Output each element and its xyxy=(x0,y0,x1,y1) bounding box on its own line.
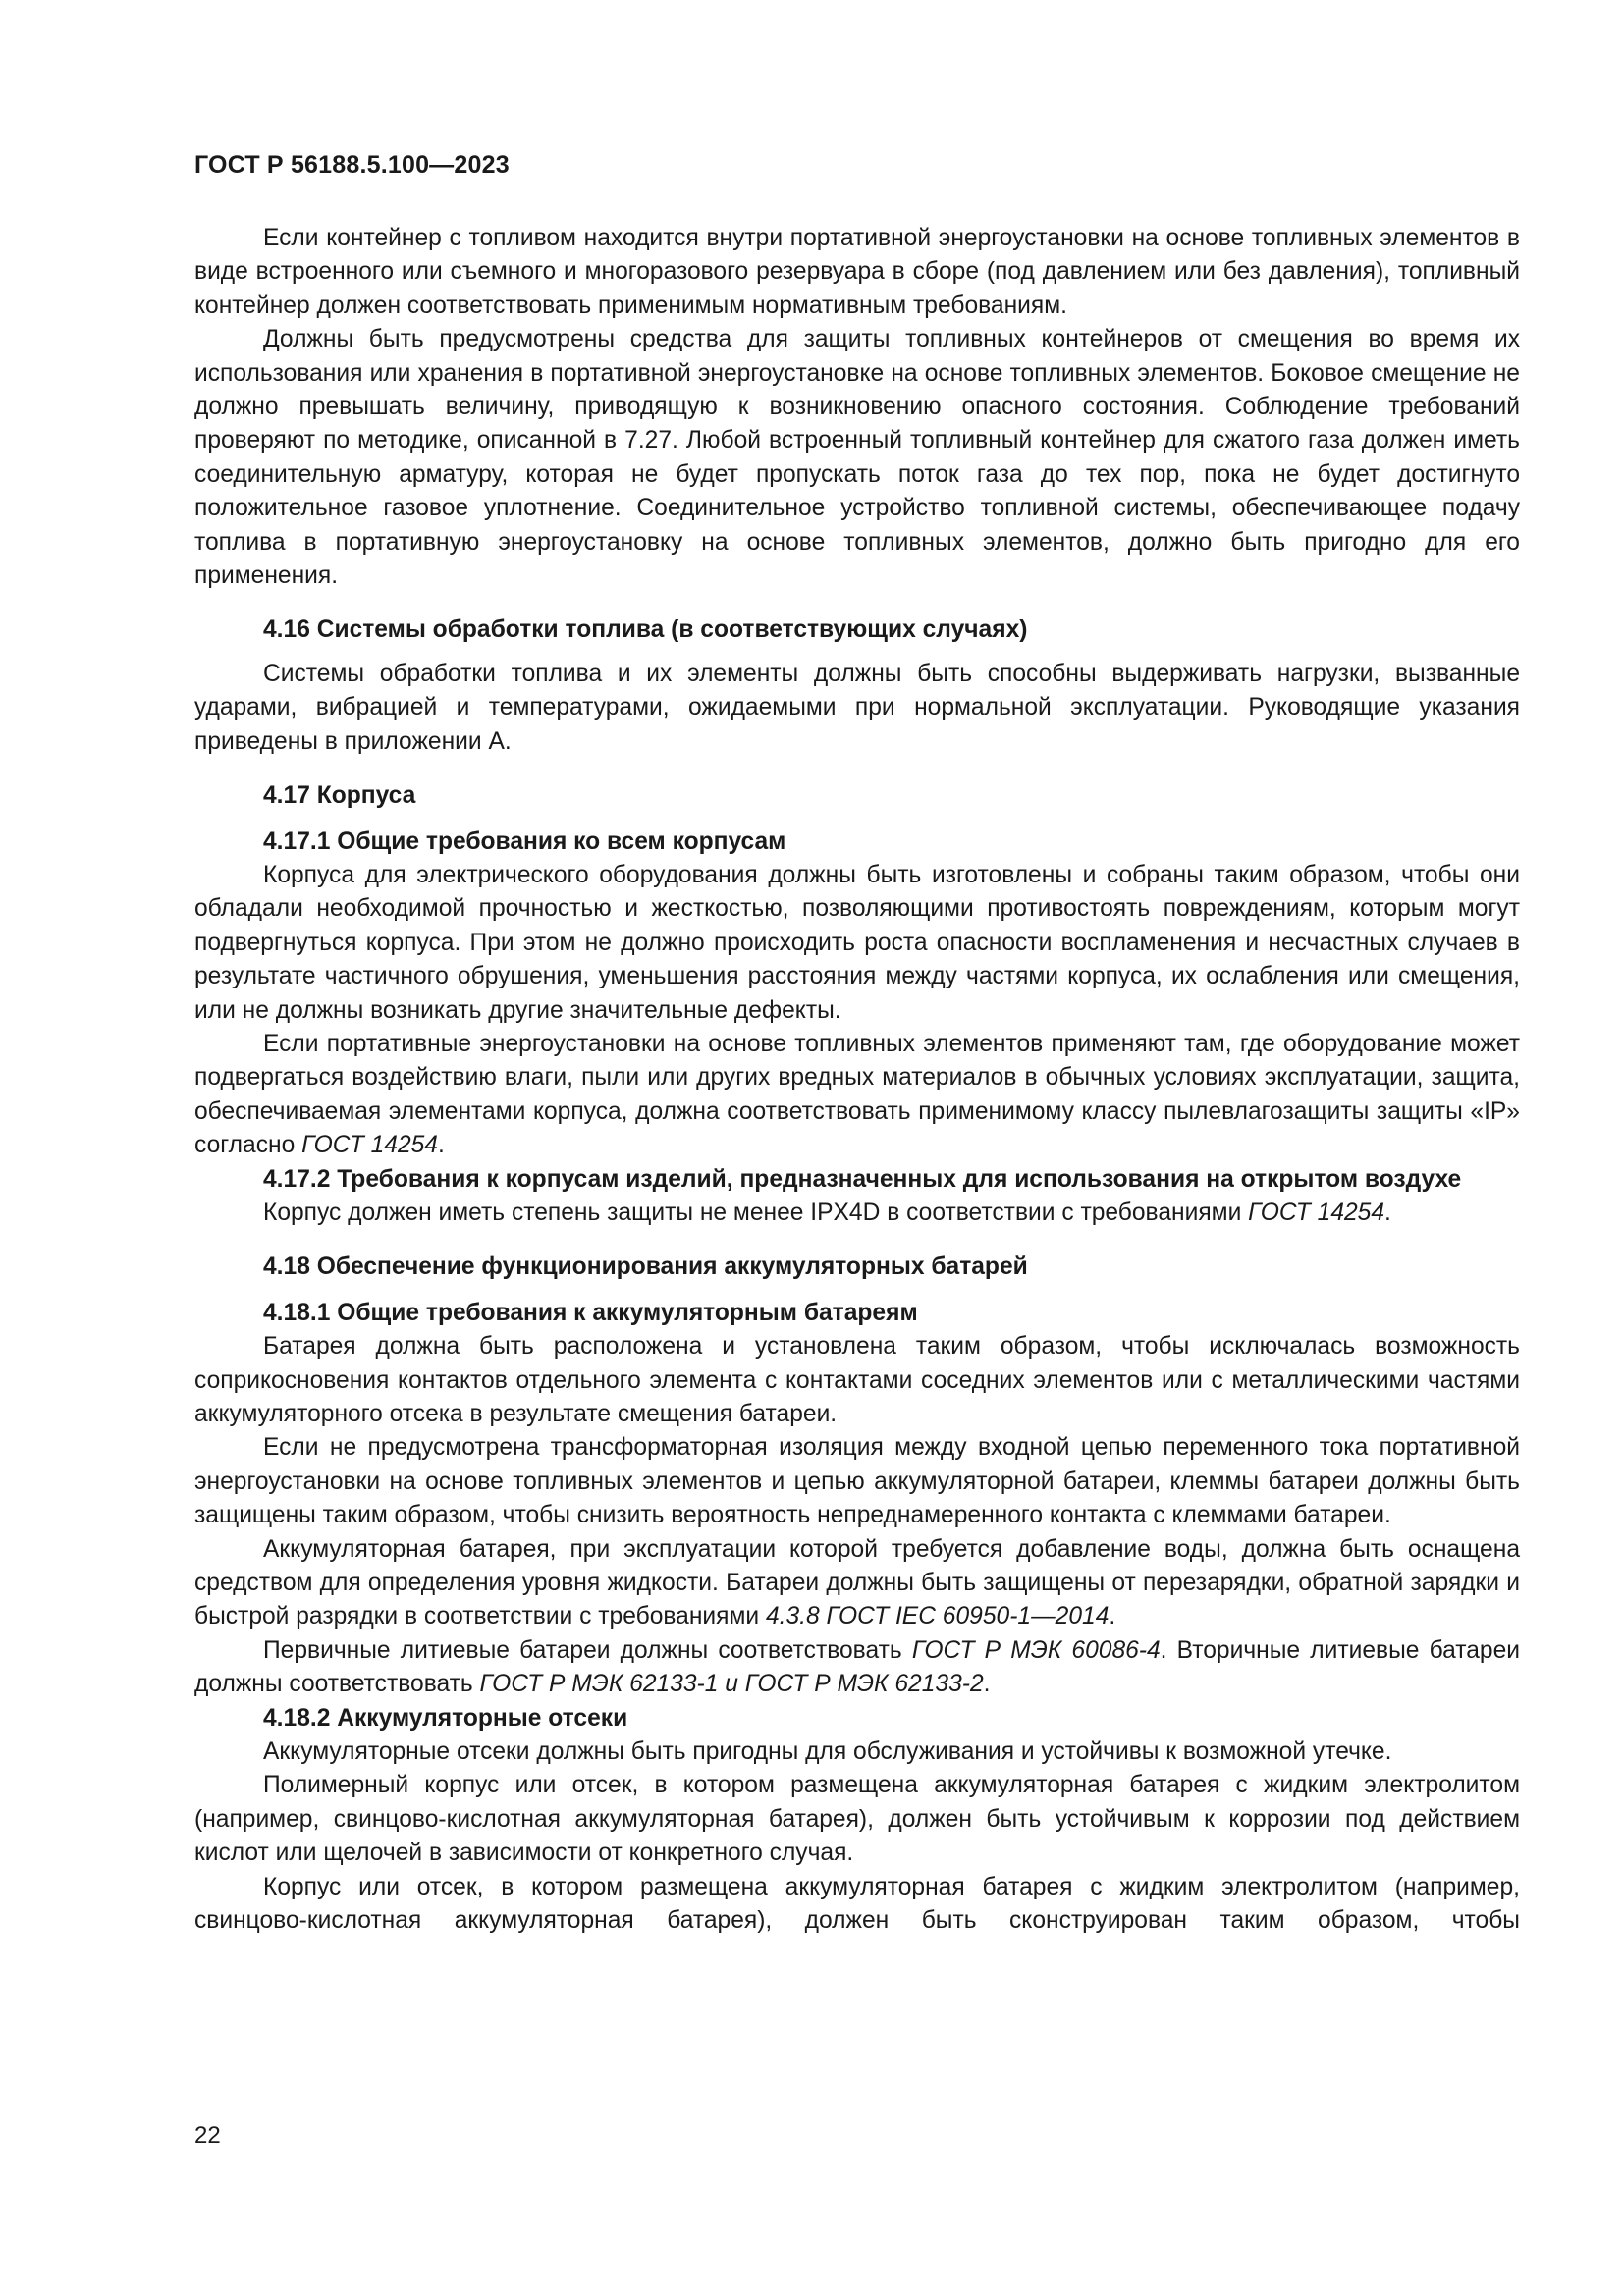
paragraph: Корпус или отсек, в котором размещена аккумуляторная батарея с жидким электролитом (например, свинцово-кислотная аккумуляторная батарея), должен быть сконструирован таким образом, чтобы xyxy=(194,1873,1520,1935)
paragraph: Полимерный корпус или отсек, в котором размещена аккумуляторная батарея с жидким электролитом (например, свинцово-кислотная аккумуляторная батарея), должен быть устойчивым к коррозии под действием кислот или щелочей в зависимости от конкретного случая. xyxy=(194,1772,1520,1867)
reference-gost-14254: ГОСТ 14254 xyxy=(301,1132,438,1159)
paragraph: Если не предусмотрена трансформаторная изоляция между входной цепью переменного тока портативной энергоустановки на основе топливных элементов и цепью аккумуляторной батареи, клеммы батареи должны быть защищены таким образом, чтобы снизить вероятность непреднамеренного контакта с клеммами батареи. xyxy=(194,1434,1520,1529)
page-number: 22 xyxy=(194,2122,221,2149)
reference-gost-14254: ГОСТ 14254 xyxy=(1248,1199,1385,1226)
section-heading-4-18-1: 4.18.1 Общие требования к аккумуляторным батареям xyxy=(263,1299,918,1326)
paragraph: Корпуса для электрического оборудования должны быть изготовлены и собраны таким образом, чтобы они обладали необходимой прочностью и жесткостью, позволяющими противостоять повреждениям, которым могут подвергнуться корпуса. При этом не должно происходить роста опасности воспламенения и несчастных случаев в результате частичного обрушения, уменьшения расстояния между частями корпуса, их ослабления или смещения, или не должны возникать другие значительные дефекты. xyxy=(194,861,1520,1024)
document-header: ГОСТ Р 56188.5.100—2023 xyxy=(194,151,510,179)
section-heading-4-16: 4.16 Системы обработки топлива (в соответствующих случаях) xyxy=(263,616,1028,644)
reference-iec-62133: ГОСТ Р МЭК 62133-1 и ГОСТ Р МЭК 62133-2 xyxy=(479,1671,984,1698)
paragraph: Аккумуляторная батарея, при эксплуатации которой требуется добавление воды, должна быть оснащена средством для определения уровня жидкости. Батареи должны быть защищены от перезарядки, обратной зарядки и быстрой разрядки в соответствии с требованиями 4.3.8 ГОСТ IEC 60950-1—2014. xyxy=(194,1535,1520,1630)
section-heading-4-17-1: 4.17.1 Общие требования ко всем корпусам xyxy=(263,828,786,855)
section-heading-4-17: 4.17 Корпуса xyxy=(263,782,416,810)
paragraph: Системы обработки топлива и их элементы должны быть способны выдерживать нагрузки, вызванные ударами, вибрацией и температурами, ожидаемыми при нормальной эксплуатации. Руководящие указания приведены в приложении А. xyxy=(194,660,1520,755)
section-heading-4-18-2: 4.18.2 Аккумуляторные отсеки xyxy=(263,1704,628,1732)
paragraph: Первичные литиевые батареи должны соответствовать ГОСТ Р МЭК 60086-4. Вторичные литиевые батареи должны соответствовать ГОСТ Р МЭК 62133-1 и ГОСТ Р МЭК 62133-2. xyxy=(194,1636,1520,1698)
paragraph: Батарея должна быть расположена и установлена таким образом, чтобы исключалась возможность соприкосновения контактов отдельного элемента с контактами соседних элементов или с металлическими частями аккумуляторного отсека в результате смещения батареи. xyxy=(194,1333,1520,1427)
paragraph: Должны быть предусмотрены средства для защиты топливных контейнеров от смещения во время их использования или хранения в портативной энергоустановке на основе топливных элементов. Боковое смещение не должно превышать величину, приводящую к возникновению опасного состояния. Соблюдение требований проверяют по методике, описанной в 7.27. Любой встроенный топливный контейнер для сжатого газа должен иметь соединительную арматуру, которая не будет пропускать поток газа до тех пор, пока не будет достигнуто положительное газовое уплотнение. Соединительное устройство топливной системы, обеспечивающее подачу топлива в портативную энергоустановку на основе топливных элементов, должно быть пригодно для его применения. xyxy=(194,326,1520,590)
reference-iec-60950: 4.3.8 ГОСТ IEC 60950-1—2014 xyxy=(765,1603,1110,1630)
paragraph: Аккумуляторные отсеки должны быть пригодны для обслуживания и устойчивы к возможной утечке. xyxy=(263,1738,1392,1766)
reference-iec-60086: ГОСТ Р МЭК 60086-4 xyxy=(911,1636,1161,1664)
document-body xyxy=(194,222,1520,1939)
paragraph: Если портативные энергоустановки на основе топливных элементов применяют там, где оборудование может подвергаться воздействию влаги, пыли или других вредных материалов в обычных условиях эксплуатации, защита, обеспечиваемая элементами корпуса, должна соответствовать применимому классу пылевлагозащиты защиты «IP» согласно ГОСТ 14254. xyxy=(194,1030,1520,1159)
section-heading-4-17-2: 4.17.2 Требования к корпусам изделий, предназначенных для использования на открытом воздухе xyxy=(263,1165,1462,1193)
paragraph: Если контейнер с топливом находится внутри портативной энергоустановки на основе топливных элементов в виде встроенного или съемного и многоразового резервуара в сборе (под давлением или без давления), топливный контейнер должен соответствовать применимым нормативным требованиям. xyxy=(194,225,1520,319)
section-heading-4-18: 4.18 Обеспечение функционирования аккумуляторных батарей xyxy=(263,1254,1028,1281)
paragraph: Корпус должен иметь степень защиты не менее IPX4D в соответствии с требованиями ГОСТ 14254. xyxy=(263,1199,1391,1226)
